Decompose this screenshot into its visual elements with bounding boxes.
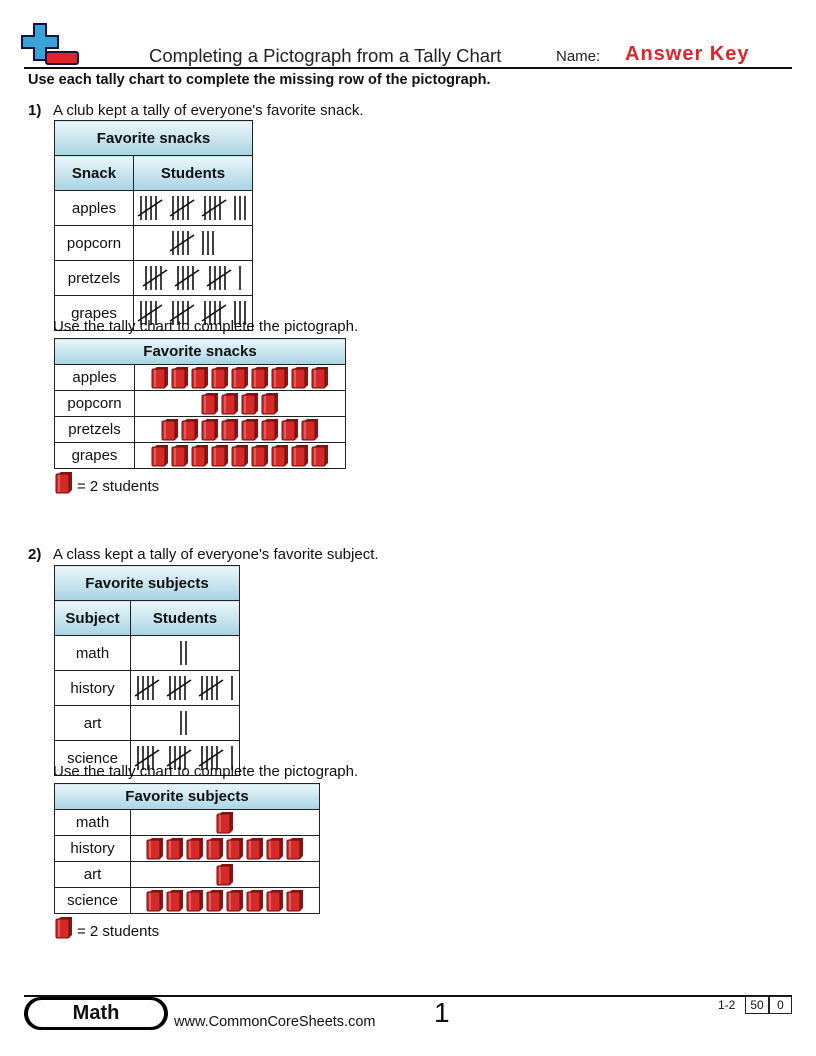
- tally-marks: [131, 671, 240, 706]
- tally-row-label: popcorn: [55, 226, 134, 261]
- tally-row: [55, 226, 253, 261]
- book-icon: [186, 838, 204, 860]
- tally-row: [55, 636, 240, 671]
- tally-row: [55, 706, 240, 741]
- pictograph-icons: [131, 888, 320, 914]
- worksheet-title: Completing a Pictograph from a Tally Chart: [149, 45, 502, 66]
- book-icon: [226, 838, 244, 860]
- problem-2-tally-chart: [54, 565, 240, 776]
- pictograph-title: Favorite subjects: [55, 784, 320, 810]
- score-box-total: 50: [745, 996, 769, 1014]
- book-icon: [191, 445, 209, 467]
- book-icon: [201, 393, 219, 415]
- book-icon: [151, 445, 169, 467]
- tally-marks-graphic: [167, 227, 220, 259]
- tally-marks-graphic: [177, 707, 193, 739]
- column-header-item: Snack: [55, 156, 134, 191]
- tally-marks-graphic: [135, 192, 252, 224]
- book-icon: [221, 419, 239, 441]
- book-icon: [186, 890, 204, 912]
- problem-1-complete-text: Use the tally chart to complete the pictograph.: [53, 318, 359, 335]
- book-icon: [191, 367, 209, 389]
- book-icon: [286, 890, 304, 912]
- book-icon: [221, 393, 239, 415]
- tally-row: [55, 191, 253, 226]
- score-box-deduction: 0: [769, 996, 792, 1014]
- pictograph-row: [55, 888, 320, 914]
- book-icon: [206, 838, 224, 860]
- score-range: 1-2: [718, 998, 736, 1012]
- problem-1-number: 1): [28, 102, 42, 119]
- tally-chart-title: Favorite subjects: [55, 566, 240, 601]
- pictograph-icons: [131, 862, 320, 888]
- pictograph-row-label: apples: [55, 365, 135, 391]
- tally-chart-title: Favorite snacks: [55, 121, 253, 156]
- problem-2-prompt: A class kept a tally of everyone's favorite subject.: [53, 546, 379, 563]
- pictograph-icons: [135, 443, 346, 469]
- book-icon: [166, 890, 184, 912]
- problem-2-complete-text: Use the tally chart to complete the pictograph.: [53, 763, 359, 780]
- book-icon: [291, 445, 309, 467]
- pictograph-row: [55, 443, 346, 469]
- book-icon: [281, 419, 299, 441]
- book-icon: [286, 838, 304, 860]
- tally-row-label: art: [55, 706, 131, 741]
- key-text: = 2 students: [77, 478, 160, 495]
- book-icon: [271, 367, 289, 389]
- subject-label: Math: [28, 1000, 164, 1027]
- problem-2-pictograph: [54, 783, 320, 914]
- book-icon: [206, 890, 224, 912]
- tally-marks-graphic: [140, 262, 247, 294]
- pictograph-row-label: grapes: [55, 443, 135, 469]
- book-icon: [246, 838, 264, 860]
- book-icon: [151, 367, 169, 389]
- problem-2-key: [54, 917, 159, 940]
- pictograph-row: [55, 836, 320, 862]
- tally-marks: [131, 706, 240, 741]
- pictograph-icons: [131, 810, 320, 836]
- pictograph-row-label: history: [55, 836, 131, 862]
- tally-row-label: pretzels: [55, 261, 134, 296]
- plus-minus-logo-icon: [20, 22, 80, 68]
- tally-marks-graphic: [177, 637, 193, 669]
- book-icon: [55, 917, 73, 939]
- name-label: Name:: [556, 48, 601, 65]
- book-icon: [266, 838, 284, 860]
- pictograph-row-label: popcorn: [55, 391, 135, 417]
- page-number: 1: [434, 997, 450, 1028]
- book-icon: [266, 890, 284, 912]
- tally-marks-graphic: [132, 672, 239, 704]
- book-icon: [181, 419, 199, 441]
- book-icon: [271, 445, 289, 467]
- book-icon: [261, 419, 279, 441]
- book-icon: [231, 367, 249, 389]
- book-icon: [311, 445, 329, 467]
- book-icon: [246, 890, 264, 912]
- pictograph-row: [55, 862, 320, 888]
- column-header-count: Students: [131, 601, 240, 636]
- tally-marks: [134, 261, 253, 296]
- book-icon: [166, 838, 184, 860]
- tally-row-label: math: [55, 636, 131, 671]
- header-divider: [24, 67, 792, 69]
- book-icon: [226, 890, 244, 912]
- book-icon: [211, 445, 229, 467]
- book-icon: [146, 890, 164, 912]
- tally-row-label: science: [55, 741, 131, 776]
- tally-row: [55, 261, 253, 296]
- book-icon: [251, 367, 269, 389]
- problem-1-tally-chart: [54, 120, 253, 331]
- pictograph-icons: [131, 836, 320, 862]
- site-url: www.CommonCoreSheets.com: [174, 1014, 376, 1030]
- tally-marks: [134, 191, 253, 226]
- pictograph-icons: [135, 391, 346, 417]
- book-icon: [146, 838, 164, 860]
- book-icon: [251, 445, 269, 467]
- tally-row-label: apples: [55, 191, 134, 226]
- tally-marks: [131, 636, 240, 671]
- book-icon: [311, 367, 329, 389]
- problem-1-pictograph: [54, 338, 346, 469]
- pictograph-icons: [135, 417, 346, 443]
- pictograph-row: [55, 810, 320, 836]
- answer-key-label: Answer Key: [625, 43, 750, 65]
- tally-marks: [134, 226, 253, 261]
- book-icon: [201, 419, 219, 441]
- pictograph-row: [55, 391, 346, 417]
- tally-row-label: grapes: [55, 296, 134, 331]
- book-icon: [161, 419, 179, 441]
- key-text: = 2 students: [77, 923, 160, 940]
- book-icon: [261, 393, 279, 415]
- tally-row-label: history: [55, 671, 131, 706]
- pictograph-title: Favorite snacks: [55, 339, 346, 365]
- column-header-count: Students: [134, 156, 253, 191]
- pictograph-row-label: pretzels: [55, 417, 135, 443]
- book-icon: [301, 419, 319, 441]
- problem-1-key: [54, 472, 159, 495]
- book-icon: [211, 367, 229, 389]
- book-icon: [171, 445, 189, 467]
- book-icon: [241, 419, 259, 441]
- pictograph-row-label: art: [55, 862, 131, 888]
- book-icon: [55, 472, 73, 494]
- problem-2-number: 2): [28, 546, 42, 563]
- pictograph-icons: [135, 365, 346, 391]
- book-icon: [171, 367, 189, 389]
- column-header-item: Subject: [55, 601, 131, 636]
- book-icon: [216, 864, 234, 886]
- instructions: Use each tally chart to complete the missing row of the pictograph.: [28, 72, 491, 88]
- pictograph-row: [55, 417, 346, 443]
- pictograph-row-label: science: [55, 888, 131, 914]
- book-icon: [241, 393, 259, 415]
- tally-row: [55, 671, 240, 706]
- book-icon: [291, 367, 309, 389]
- pictograph-row-label: math: [55, 810, 131, 836]
- problem-1-prompt: A club kept a tally of everyone's favorite snack.: [53, 102, 364, 119]
- pictograph-row: [55, 365, 346, 391]
- book-icon: [231, 445, 249, 467]
- book-icon: [216, 812, 234, 834]
